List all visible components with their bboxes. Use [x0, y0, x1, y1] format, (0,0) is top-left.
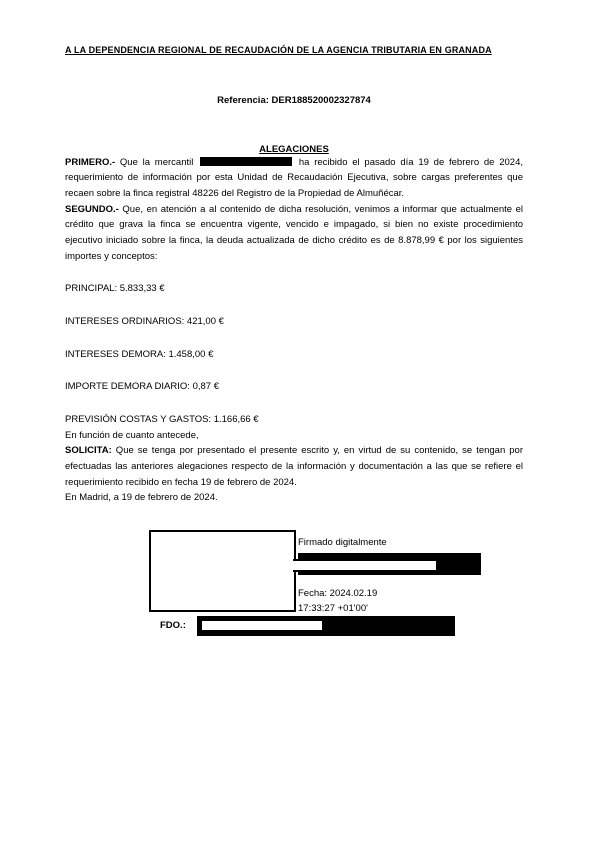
signature-digital-label: Firmado digitalmente — [298, 537, 387, 549]
paragraph-segundo-lead: SEGUNDO.- — [65, 203, 119, 215]
paragraph-primero — [65, 155, 523, 202]
section-title-alegaciones: ALEGACIONES — [259, 143, 329, 155]
fdo-label: FDO.: — [160, 620, 186, 632]
amount-line-prevision-costas: PREVISIÓN COSTAS Y GASTOS: 1.166,66 € — [65, 413, 259, 425]
amount-line-intereses-demora: INTERESES DEMORA: 1.458,00 € — [65, 348, 214, 360]
amount-line-intereses-ordinarios: INTERESES ORDINARIOS: 421,00 € — [65, 315, 224, 327]
amount-line-importe-demora-diario: IMPORTE DEMORA DIARIO: 0,87 € — [65, 381, 219, 393]
paragraph-solicita-lead: SOLICITA: — [65, 445, 112, 457]
paragraph-segundo-text: Que, en atención a al contenido de dicha resolución, venimos a informar que actualmente el crédito que grava la finca se encuentra vigente, vencido e impagado, si bien no existe procedimiento ejecutivo iniciado sobre la finca, la deuda actualizada de dicho crédito es de 8.878,99 € por los siguientes importes y conceptos: — [65, 203, 523, 262]
paragraph-primero-text-after: ha recibido el pasado día 19 de febrero de 2024, requerimiento de información por esta Unidad de Recaudación Ejecutiva, sobre cargas preferentes que recaen sobre la finca registral 48226 del Registro de la Propiedad de Almuñécar. — [65, 156, 523, 199]
paragraph-solicita — [65, 443, 523, 490]
paragraph-solicita-text: Que se tenga por presentado el presente escrito y, en virtud de su contenido, se tengan por efectuadas las anteriores alegaciones respecto de la información y documentación a las que se refiere el requerimiento recibido en fecha 19 de febrero de 2024. — [65, 445, 523, 488]
signature-stamp-box — [149, 530, 296, 612]
paragraph-primero-text-before: Que la mercantil — [115, 156, 199, 168]
signature-date — [298, 587, 377, 616]
redaction-bar-fdo-inner — [202, 621, 322, 630]
document-content — [65, 44, 523, 649]
closing-intro: En función de cuanto antecede, — [65, 429, 199, 441]
signature-area — [65, 524, 523, 649]
place-and-date: En Madrid, a 19 de febrero de 2024. — [65, 492, 218, 504]
redaction-bar-signer-name-inner — [293, 559, 436, 572]
reference-line: Referencia: DER188520002327874 — [217, 94, 371, 106]
paragraph-primero-lead: PRIMERO.- — [65, 156, 116, 168]
signature-date-line-2: 17:33:27 +01'00' — [298, 602, 368, 614]
document-heading: A LA DEPENDENCIA REGIONAL DE RECAUDACIÓN DE LA AGENCIA TRIBUTARIA EN GRANADA — [65, 45, 492, 55]
amount-line-principal: PRINCIPAL: 5.833,33 € — [65, 283, 165, 295]
paragraph-segundo — [65, 202, 523, 265]
redaction-bar-company-name — [200, 157, 292, 166]
signature-date-line-1: Fecha: 2024.02.19 — [298, 588, 378, 600]
